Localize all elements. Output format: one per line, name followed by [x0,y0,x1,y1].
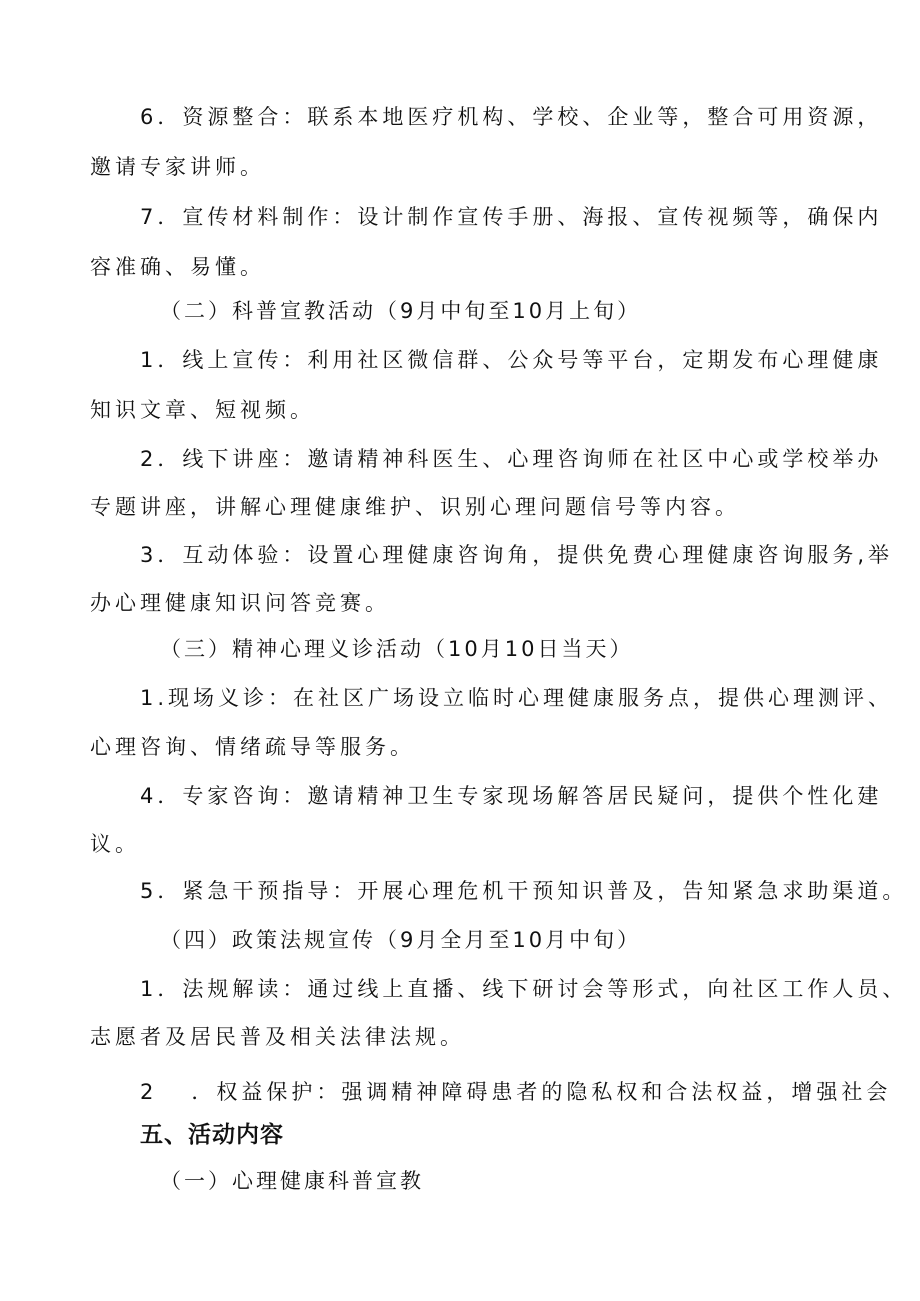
section-heading: （四）政策法规宣传（9月全月至10月中旬） [160,928,642,952]
section-heading: （二）科普宣教活动（9月中旬至10月上旬） [160,299,642,323]
paragraph-line: 1．线上宣传：利用社区微信群、公众号等平台，定期发布心理健康 [140,348,883,372]
paragraph-line: 6．资源整合：联系本地医疗机构、学校、企业等，整合可用资源， [140,105,883,129]
paragraph-line: 知识文章、短视频。 [90,398,315,422]
paragraph-line [140,1077,891,1107]
chapter-heading: 五、活动内容 [140,1122,284,1148]
paragraph-line: 1.现场义诊：在社区广场设立临时心理健康服务点，提供心理测评、 [140,686,894,710]
paragraph-line: 专题讲座，讲解心理健康维护、识别心理问题信号等内容。 [90,495,740,519]
item-number: 2 [140,1080,158,1104]
section-heading: （三）精神心理义诊活动（10月10日当天） [160,637,634,661]
paragraph-line: 3．互动体验：设置心理健康咨询角，提供免费心理健康咨询服务,举 [140,543,894,567]
paragraph-line: 容准确、易懂。 [90,255,265,279]
paragraph-line: 议。 [90,832,140,856]
paragraph-line: 办心理健康知识问答竞赛。 [90,591,390,615]
paragraph-line: 4．专家咨询：邀请精神卫生专家现场解答居民疑问，提供个性化建 [140,784,883,808]
paragraph-line: 志愿者及居民普及相关法律法规。 [90,1025,465,1049]
section-heading: （一）心理健康科普宣教 [160,1169,424,1193]
paragraph-line: 5．紧急干预指导：开展心理危机干预知识普及，告知紧急求助渠道。 [140,879,908,903]
paragraph-line: 2．线下讲座：邀请精神科医生、心理咨询师在社区中心或学校举办 [140,447,883,471]
paragraph-line: 7．宣传材料制作：设计制作宣传手册、海报、宣传视频等，确保内 [140,205,883,229]
paragraph-line: 心理咨询、情绪疏导等服务。 [90,735,415,759]
paragraph-line: 1．法规解读：通过线上直播、线下研讨会等形式，向社区工作人员、 [140,977,908,1001]
paragraph-line: 邀请专家讲师。 [90,155,265,179]
item-text: ．权益保护：强调精神障碍患者的隐私权和合法权益，增强社会 [191,1080,892,1104]
